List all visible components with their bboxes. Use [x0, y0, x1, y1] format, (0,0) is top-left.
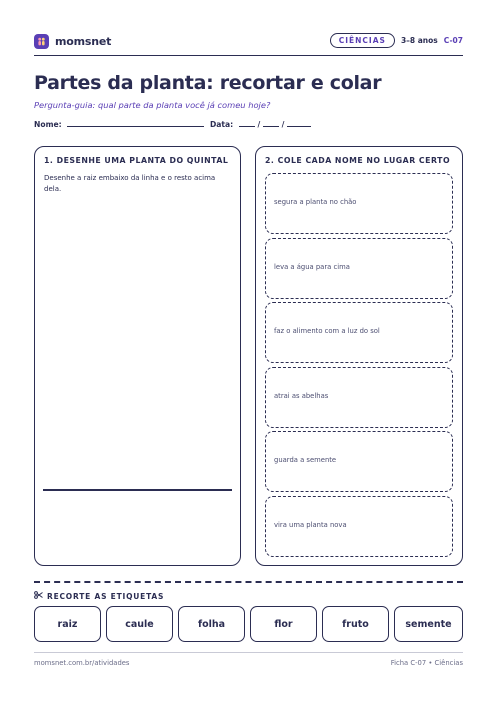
label-caule[interactable]: caule — [106, 606, 173, 642]
label-raiz[interactable]: raiz — [34, 606, 101, 642]
paste-slot[interactable] — [265, 496, 453, 557]
footer-url[interactable]: momsnet.com.br/atividades — [34, 659, 130, 667]
paste-slot[interactable] — [265, 302, 453, 363]
guide-question: Pergunta-guia: qual parte da planta você já comeu hoje? — [34, 100, 271, 110]
cut-line — [34, 581, 463, 583]
label-semente[interactable]: semente — [394, 606, 463, 642]
name-label: Nome: — [34, 120, 62, 129]
slot-hint: vira uma planta nova — [274, 521, 347, 529]
subject-badge: CIÊNCIAS — [330, 33, 395, 48]
people-icon — [34, 34, 49, 49]
label-flor[interactable]: flor — [250, 606, 317, 642]
date-year-field[interactable] — [287, 119, 311, 127]
name-field[interactable] — [67, 119, 204, 127]
date-label: Data: — [210, 120, 234, 129]
age-range: 3–8 anos — [400, 36, 438, 45]
worksheet-code: C-07 — [443, 36, 463, 45]
slot-hint: atrai as abelhas — [274, 392, 329, 400]
slot-hint: guarda a semente — [274, 456, 337, 464]
draw-panel-title: 1. DESENHE UMA PLANTA DO QUINTAL — [44, 156, 229, 165]
date-month-field[interactable] — [263, 119, 279, 127]
paste-panel-title: 2. COLE CADA NOME NO LUGAR CERTO — [265, 156, 451, 165]
cut-labels — [34, 606, 463, 642]
footer-divider — [34, 652, 463, 653]
label-fruto[interactable]: fruto — [322, 606, 389, 642]
slot-hint: segura a planta no chão — [274, 198, 357, 206]
label-folha[interactable]: folha — [178, 606, 245, 642]
paste-slot[interactable] — [265, 173, 453, 234]
paste-panel — [255, 146, 463, 566]
brand-name: momsnet — [55, 35, 112, 48]
paste-slot[interactable] — [265, 431, 453, 492]
page-title: Partes da planta: recortar e colar — [34, 72, 382, 94]
header-meta — [330, 33, 463, 48]
brand — [34, 34, 111, 49]
slot-hint: leva a água para cima — [274, 263, 350, 271]
draw-instruction: Desenhe a raiz embaixo da linha e o resto acima dela. — [44, 174, 216, 193]
date-day-field[interactable] — [239, 119, 255, 127]
slot-hint: faz o alimento com a luz do sol — [274, 327, 380, 335]
scissors-icon — [34, 591, 43, 601]
date-separator: / — [257, 120, 261, 129]
cut-title-text: RECORTE AS ETIQUETAS — [47, 591, 165, 601]
date-separator: / — [281, 120, 285, 129]
name-date-fields — [34, 119, 311, 129]
ground-line — [43, 489, 232, 491]
footer-sheet-info: Ficha C-07 • Ciências — [390, 659, 463, 667]
cut-section-title — [34, 591, 164, 601]
paste-slot[interactable] — [265, 238, 453, 299]
header-divider — [34, 55, 463, 56]
paste-slot[interactable] — [265, 367, 453, 428]
draw-panel[interactable] — [34, 146, 241, 566]
